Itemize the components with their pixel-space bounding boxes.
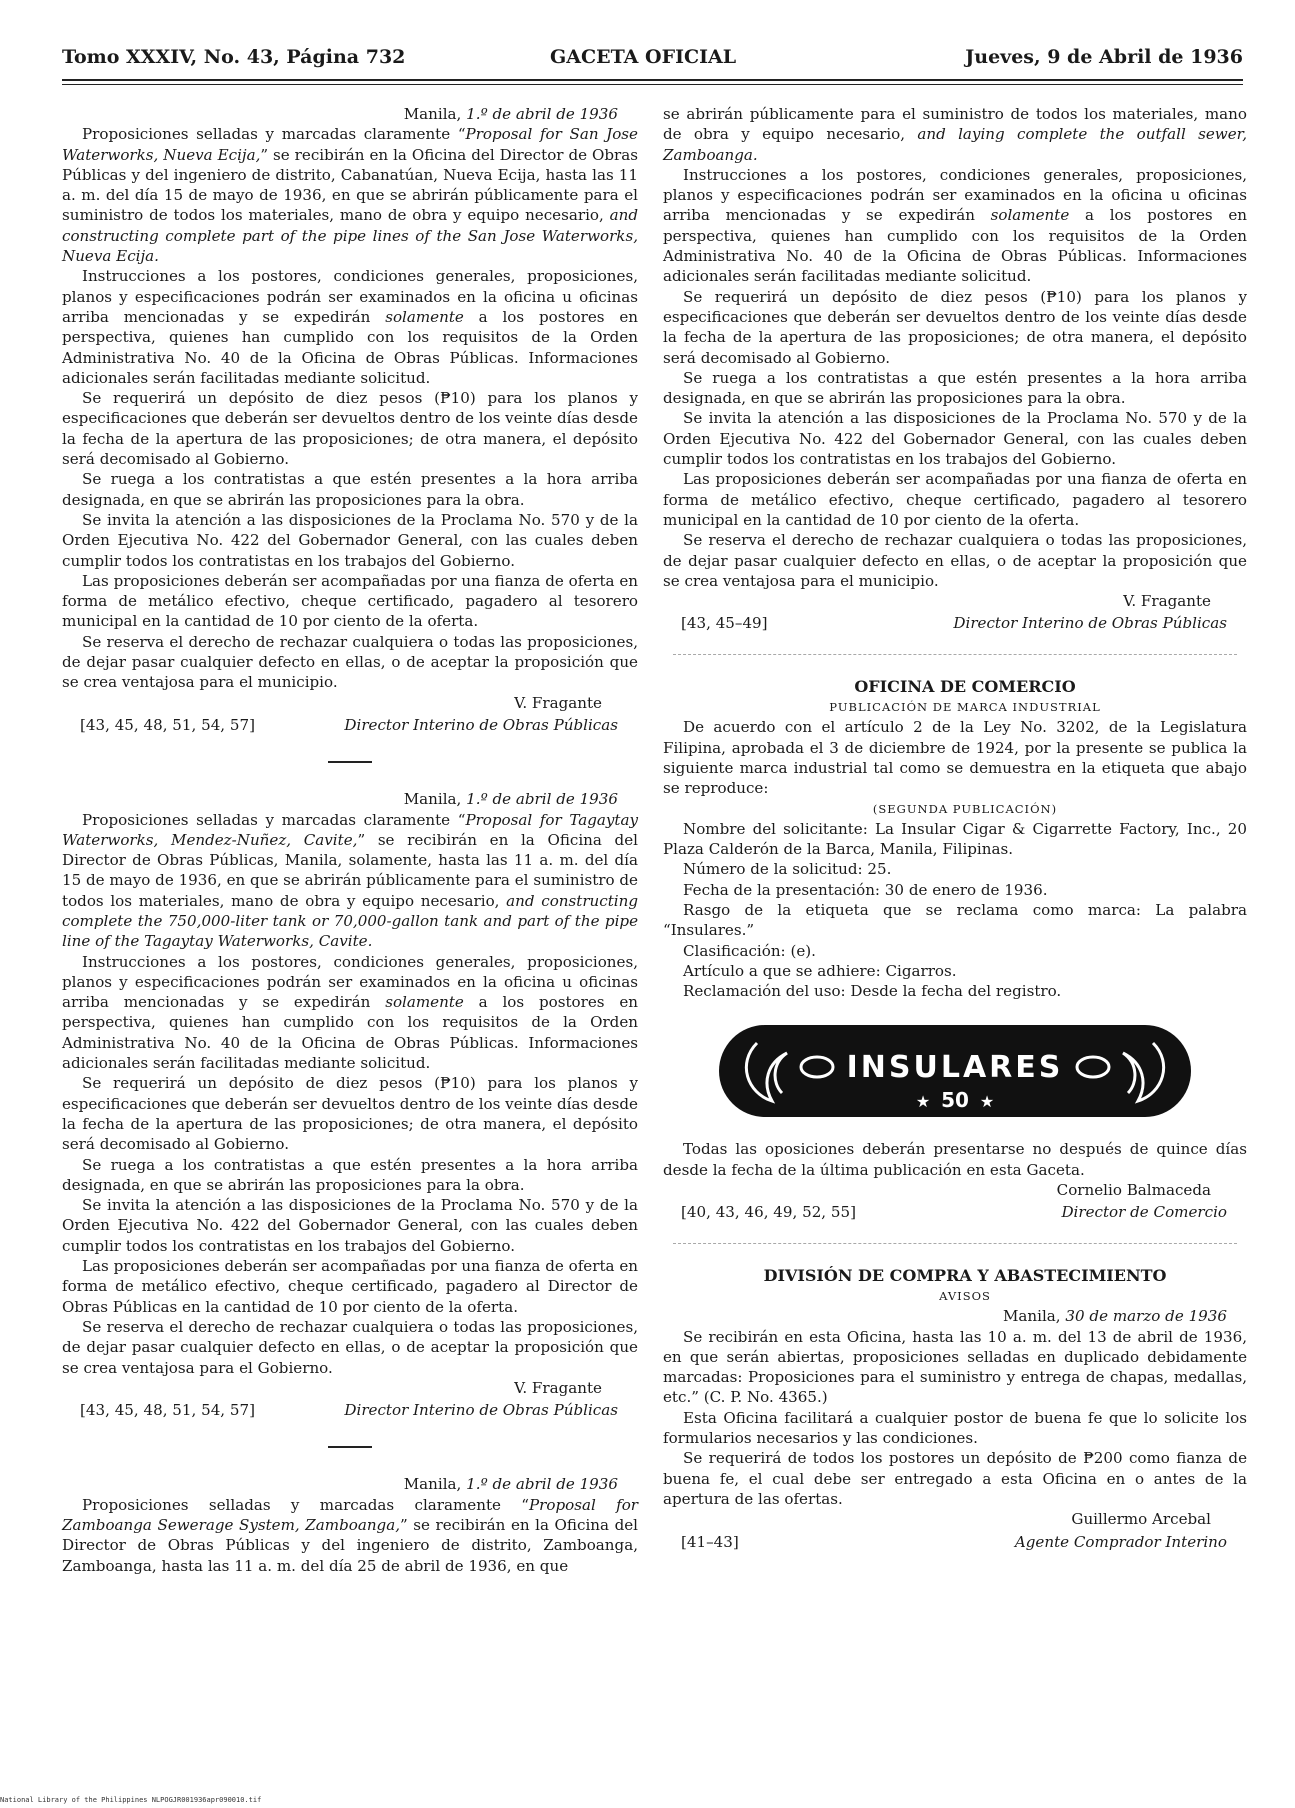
signer-name: Cornelio Balmaceda [1056, 1181, 1211, 1200]
use-claim: Reclamación del uso: Desde la fecha del registro. [683, 982, 1062, 1001]
signer-name: V. Fragante [514, 693, 602, 712]
article: Artículo a que se adhiere: Cigarros. [683, 961, 957, 980]
trademark-logo-graphic [717, 1023, 1193, 1119]
paragraph: De acuerdo con el artículo 2 de la Ley No. 3202, de la Legislatura Filipina, aprobada el 3 de diciembre de 1924, por la presente se publica la siguiente marca industrial tal como se demuestra en la etiqueta que abajo se reproduce: [663, 718, 1247, 798]
paragraph: Se ruega a los contratistas a que estén presentes a la hora arriba designada, en que se abrirán las proposiciones para la obra. [62, 470, 638, 509]
paragraph: Las proposiciones deberán ser acompañadas por una fianza de oferta en forma de metálico efectivo, cheque certificado, pagadero al Director de Obras Públicas en la cantidad de 10 por ciento de la oferta. [62, 1257, 638, 1316]
section-heading: DIVISIÓN DE COMPRA Y ABASTECIMIENTO [763, 1265, 1167, 1285]
paragraph: Se recibirán en esta Oficina, hasta las 10 a. m. del 13 de abril de 1936, en que serán abiertas, proposiciones selladas en duplicado debidamente marcadas: Proposiciones para el suministro y entrega de chapas, medallas, etc.” (C. P. No. 4365.) [663, 1327, 1247, 1407]
paragraph: Se reserva el derecho de rechazar cualquiera o todas las proposiciones, de dejar pasar cualquier defecto en ellas, o de aceptar la proposición que se crea ventajosa para el Gobierno. [62, 1317, 638, 1377]
paragraph: Instrucciones a los postores, condiciones generales, proposiciones, planos y especificaciones podrán ser examinados en la oficina u oficinas arriba mencionadas y se expedirán solamente a los postores en perspectiva, quienes han cumplido con los requisitos de la Orden Administrativa No. 40 de la Oficina de Obras Públicas. Informaciones adicionales serán facilitadas mediante solicitud. [62, 267, 638, 387]
paragraph: Se requerirá un depósito de diez pesos (₱10) para los planos y especificaciones que deberán ser devueltos dentro de los veinte días desde la fecha de la apertura de las proposiciones; de otra manera, el depósito será decomisado al Gobierno. [62, 389, 638, 469]
paragraph: Se invita la atención a las disposiciones de la Proclama No. 570 y de la Orden Ejecutiva No. 422 del Gobernador General, con las cuales deben cumplir todos los contratistas en los trabajos del Gobierno. [62, 1196, 638, 1255]
section-subheading: AVISOS [939, 1288, 991, 1303]
signature-line [663, 1202, 1247, 1222]
paragraph: Proposiciones selladas y marcadas claramente “Proposal for Zamboanga Sewerage System, Zamboanga,” se recibirán en la Oficina del Director de Obras Públicas y del ingeniero de distrito, Zamboanga, Zamboanga, hasta las 11 a. m. del día 25 de abril de 1936, en que [62, 1495, 638, 1575]
claimed-feature: Rasgo de la etiqueta que se reclama como marca: La palabra “Insulares.” [663, 900, 1247, 940]
classification: Clasificación: (e). [683, 941, 816, 960]
signer-title: Director de Comercio [1061, 1203, 1227, 1222]
notice-zamboanga-continued [663, 104, 1247, 634]
divider [673, 654, 1237, 655]
reference-numbers: [43, 45–49] [681, 614, 768, 633]
signature-line [62, 1400, 638, 1420]
applicant-name: Nombre del solicitante: La Insular Cigar & Cigarrette Factory, Inc., 20 Plaza Calderón de la Barca, Manila, Filipinas. [663, 819, 1247, 859]
divider [673, 1243, 1237, 1244]
paragraph: Se invita la atención a las disposiciones de la Proclama No. 570 y de la Orden Ejecutiva No. 422 del Gobernador General, con las cuales deben cumplir todos los contratistas en los trabajos del Gobierno. [663, 409, 1247, 469]
star-left: ★ [915, 1092, 931, 1112]
signer-title: Director Interino de Obras Públicas [344, 1401, 618, 1420]
divider [328, 761, 372, 763]
oficina-comercio [663, 677, 1247, 1223]
signer-title: Director Interino de Obras Públicas [344, 715, 618, 734]
reference-numbers: [43, 45, 48, 51, 54, 57] [80, 1401, 255, 1420]
star-right: ★ [979, 1092, 995, 1112]
paragraph: Todas las oposiciones deberán presentarse no después de quince días desde la fecha de la última publicación en esta Gaceta. [663, 1140, 1247, 1179]
header-rule [62, 79, 1243, 85]
signature-line [663, 1532, 1247, 1552]
scan-footer: National Library of the Philippines NLPOGJR001936apr090010.tif [0, 1796, 262, 1804]
paragraph: Proposiciones selladas y marcadas claramente “Proposal for Tagaytay Waterworks, Mendez-Nuñez, Cavite,” se recibirán en la Oficina del Director de Obras Públicas, Manila, solamente, hasta las 11 a. m. del día 15 de mayo de 1936, en que se abrirán públicamente para el suministro de todos los materiales, mano de obra y equipo necesario, and constructing complete the 750,000-liter tank or 70,000-gallon tank and part of the pipe line of the Tagaytay Waterworks, Cavite. [62, 810, 639, 951]
application-number: Número de la solicitud: 25. [683, 860, 892, 879]
signer-title: Director Interino de Obras Públicas [953, 614, 1227, 633]
signature-line [663, 613, 1247, 633]
page-header [62, 46, 1243, 76]
signer-name: V. Fragante [1123, 592, 1211, 611]
notice-zamboanga [62, 1474, 638, 1575]
header-volume: Tomo XXXIV, No. 43, Página 732 [62, 46, 406, 68]
dateline: Manila, 1.º de abril de 1936 [403, 790, 618, 809]
header-title: GACETA OFICIAL [550, 46, 737, 68]
reference-numbers: [43, 45, 48, 51, 54, 57] [80, 715, 255, 734]
paragraph: Se invita la atención a las disposiciones de la Proclama No. 570 y de la Orden Ejecutiva No. 422 del Gobernador General, con las cuales deben cumplir todos los contratistas en los trabajos del Gobierno. [62, 510, 638, 570]
paragraph: Se reserva el derecho de rechazar cualquiera o todas las proposiciones, de dejar pasar cualquier defecto en ellas, o de aceptar la proposición que se crea ventajosa para el municipio. [663, 531, 1247, 590]
dateline: Manila, 1.º de abril de 1936 [403, 105, 618, 123]
dateline: Manila, 30 de marzo de 1936 [1002, 1307, 1227, 1326]
filing-date: Fecha de la presentación: 30 de enero de 1936. [683, 880, 1048, 899]
divider [328, 1446, 372, 1448]
reference-numbers: [41–43] [681, 1532, 739, 1551]
notice-tagaytay [62, 789, 638, 1420]
trademark-word: INSULARES [846, 1050, 1064, 1086]
paragraph: Se requerirá de todos los postores un depósito de ₱200 como fianza de buena fe, el cual debe ser entregado a esta Oficina en o antes de la apertura de las ofertas. [663, 1449, 1247, 1508]
paragraph: Instrucciones a los postores, condiciones generales, proposiciones, planos y especificaciones podrán ser examinados en la oficina u oficinas arriba mencionadas y se expedirán solamente a los postores en perspectiva, quienes han cumplido con los requisitos de la Orden Administrativa No. 40 de la Oficina de Obras Públicas. Informaciones adicionales serán facilitadas mediante solicitud. [663, 165, 1247, 286]
section-subheading: PUBLICACIÓN DE MARCA INDUSTRIAL [829, 700, 1101, 715]
paragraph: Esta Oficina facilitará a cualquier postor de buena fe que lo solicite los formularios necesarios y las condiciones. [663, 1408, 1247, 1448]
signer-name: V. Fragante [514, 1378, 602, 1397]
paragraph: Se requerirá un depósito de diez pesos (₱10) para los planos y especificaciones que deberán ser devueltos dentro de los veinte días desde la fecha de la apertura de las proposiciones; de otra manera, el depósito será decomisado al Gobierno. [663, 287, 1247, 367]
paragraph: Se ruega a los contratistas a que estén presentes a la hora arriba designada, en que se abrirán las proposiciones para la obra. [62, 1155, 638, 1194]
paragraph: Proposiciones selladas y marcadas claramente “Proposal for San Jose Waterworks, Nueva Ecija,” se recibirán en la Oficina del Director de Obras Públicas y del ingeniero de distrito, Cabanatúan, Nueva Ecija, hasta las 11 a. m. del día 15 de mayo de 1936, en que se abrirán públicamente para el suministro de todos los materiales, mano de obra y equipo necesario, and constructing complete part of the pipe lines of the San Jose Waterworks, Nueva Ecija. [62, 125, 638, 266]
trademark-number: 50 [941, 1088, 969, 1113]
header-date: Jueves, 9 de Abril de 1936 [965, 46, 1243, 68]
publication-note: (SEGUNDA PUBLICACIÓN) [872, 801, 1058, 816]
signer-title: Agente Comprador Interino [1014, 1532, 1227, 1551]
paragraph: Se requerirá un depósito de diez pesos (₱10) para los planos y especificaciones que deberán ser devueltos dentro de los veinte días desde la fecha de la apertura de las proposiciones; de otra manera, el depósito será decomisado al Gobierno. [62, 1074, 638, 1154]
paragraph: Se ruega a los contratistas a que estén presentes a la hora arriba designada, en que se abrirán las proposiciones para la obra. [663, 368, 1247, 408]
paragraph: Instrucciones a los postores, condiciones generales, proposiciones, planos y especificaciones podrán ser examinados en la oficina u oficinas arriba mencionadas y se expedirán solamente a los postores en perspectiva, quienes han cumplido con los requisitos de la Orden Administrativa No. 40 de la Oficina de Obras Públicas. Informaciones adicionales serán facilitadas mediante solicitud. [62, 952, 638, 1073]
division-compra [663, 1266, 1247, 1552]
paragraph: Las proposiciones deberán ser acompañadas por una fianza de oferta en forma de metálico efectivo, cheque certificado, pagadero al tesorero municipal en la cantidad de 10 por ciento de la oferta. [62, 571, 638, 631]
right-column [663, 104, 1247, 1552]
dateline: Manila, 1.º de abril de 1936 [403, 1475, 618, 1494]
signer-name: Guillermo Arcebal [1071, 1510, 1211, 1529]
notice-san-jose [62, 104, 638, 735]
paragraph: Se reserva el derecho de rechazar cualquiera o todas las proposiciones, de dejar pasar cualquier defecto en ellas, o de aceptar la proposición que se crea ventajosa para el municipio. [62, 632, 638, 692]
reference-numbers: [40, 43, 46, 49, 52, 55] [681, 1203, 856, 1222]
paragraph: se abrirán públicamente para el suministro de todos los materiales, mano de obra y equipo necesario, and laying complete the outfall sewer, Zamboanga. [663, 105, 1247, 164]
signature-line [62, 715, 638, 735]
left-column [62, 104, 638, 1576]
paragraph: Las proposiciones deberán ser acompañadas por una fianza de oferta en forma de metálico efectivo, cheque certificado, pagadero al tesorero municipal en la cantidad de 10 por ciento de la oferta. [663, 470, 1247, 529]
insulares-trademark-label [717, 1023, 1193, 1119]
section-heading: OFICINA DE COMERCIO [854, 676, 1076, 696]
